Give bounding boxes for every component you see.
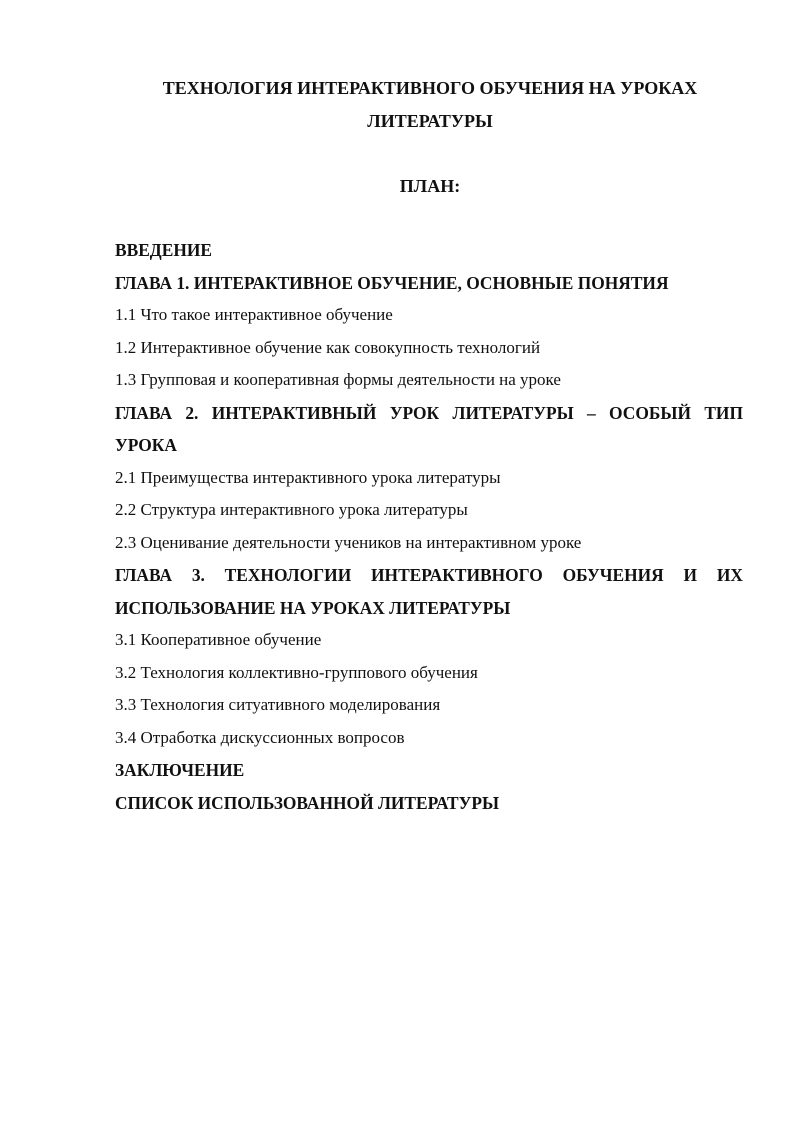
toc-chapter-2-word: УРОК bbox=[389, 402, 440, 423]
toc-section-3-4: 3.4 Отработка дискуссионных вопросов bbox=[115, 727, 405, 747]
toc-section-3-2: 3.2 Технология коллективно-группового обучения bbox=[115, 662, 478, 682]
toc-section-2-1: 2.1 Преимущества интерактивного урока литературы bbox=[115, 467, 501, 487]
toc-section-2-2: 2.2 Структура интерактивного урока литературы bbox=[115, 500, 468, 519]
toc-chapter-3-line-1 bbox=[115, 563, 743, 596]
toc-chapter-2-line-2: УРОКА bbox=[115, 435, 177, 455]
toc-chapter-3-line-2: ИСПОЛЬЗОВАНИЕ НА УРОКАХ ЛИТЕРАТУРЫ bbox=[115, 597, 511, 618]
toc-conclusion: ЗАКЛЮЧЕНИЕ bbox=[115, 760, 245, 780]
toc-chapter-2-word: 2. bbox=[185, 402, 199, 423]
toc-section-1-1: 1.1 Что такое интерактивное обучение bbox=[115, 305, 393, 324]
toc-chapter-2-word: ИНТЕРАКТИВНЫЙ bbox=[211, 402, 377, 423]
toc-chapter-2-word: – bbox=[587, 402, 596, 423]
toc-chapter-3-word: 3. bbox=[191, 565, 205, 585]
toc-chapter-3-word: ТЕХНОЛОГИИ bbox=[224, 565, 352, 585]
table-of-contents bbox=[115, 238, 743, 823]
toc-chapter-2-word: ЛИТЕРАТУРЫ bbox=[452, 402, 574, 423]
toc-chapter-2-word: ТИП bbox=[704, 402, 743, 423]
toc-chapter-3-word: ГЛАВА bbox=[115, 565, 173, 585]
toc-chapter-3-word: ИНТЕРАКТИВНОГО bbox=[371, 565, 543, 585]
document-title-line-2: ЛИТЕРАТУРЫ bbox=[367, 111, 493, 131]
toc-chapter-2-word: ОСОБЫЙ bbox=[609, 402, 691, 423]
toc-chapter-2-word: ГЛАВА bbox=[115, 402, 173, 423]
toc-chapter-3-word: ИХ bbox=[716, 565, 743, 585]
toc-chapter-1: ГЛАВА 1. ИНТЕРАКТИВНОЕ ОБУЧЕНИЕ, ОСНОВНЫЕ ПОНЯТИЯ bbox=[115, 272, 669, 293]
toc-bibliography: СПИСОК ИСПОЛЬЗОВАННОЙ ЛИТЕРАТУРЫ bbox=[115, 792, 500, 813]
toc-intro: ВВЕДЕНИЕ bbox=[115, 240, 213, 260]
toc-chapter-3-word: ОБУЧЕНИЯ bbox=[562, 565, 664, 585]
toc-section-1-2: 1.2 Интерактивное обучение как совокупность технологий bbox=[115, 337, 541, 357]
document-title-line-1: ТЕХНОЛОГИЯ ИНТЕРАКТИВНОГО ОБУЧЕНИЯ НА УРОКАХ bbox=[162, 78, 698, 98]
toc-section-1-3: 1.3 Групповая и кооперативная формы деятельности на уроке bbox=[115, 370, 561, 389]
plan-heading: ПЛАН: bbox=[399, 176, 461, 196]
toc-section-2-3: 2.3 Оценивание деятельности учеников на интерактивном уроке bbox=[115, 532, 582, 552]
toc-section-3-3: 3.3 Технология ситуативного моделирования bbox=[115, 695, 441, 714]
toc-section-3-1: 3.1 Кооперативное обучение bbox=[115, 630, 322, 649]
toc-chapter-3-word: И bbox=[683, 565, 698, 585]
toc-chapter-2-line-1 bbox=[115, 401, 743, 434]
